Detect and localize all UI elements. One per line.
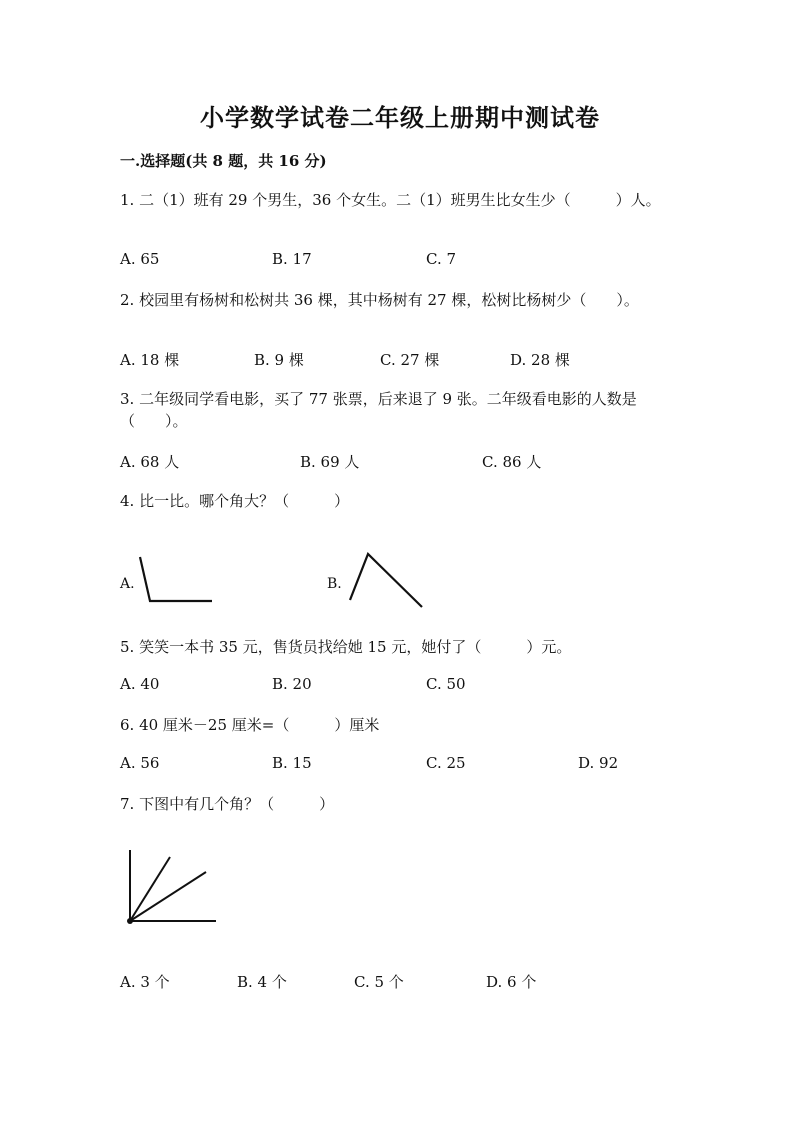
question-3-line-1: 3. 二年级同学看电影，买了 77 张票，后来退了 9 张。二年级看电影的人数是 (120, 390, 637, 408)
question-5-option-c: C. 50 (426, 675, 466, 693)
rays-figure (124, 848, 220, 928)
figure-b-label: B. (327, 576, 342, 592)
question-1-option-b: B. 17 (272, 250, 312, 268)
question-3-option-a: A. 68 人 (120, 453, 180, 471)
angle-figure-b (346, 551, 426, 611)
question-2-option-a: A. 18 棵 (120, 351, 180, 369)
question-2-option-c: C. 27 棵 (380, 351, 440, 369)
question-3-line-2: （ ）。 (120, 412, 188, 430)
section-heading: 一.选择题(共 8 题，共 16 分) (120, 152, 327, 170)
question-7-option-b: B. 4 个 (237, 973, 287, 991)
question-6-option-a: A. 56 (120, 754, 160, 772)
question-5: 5. 笑笑一本书 35 元，售货员找给她 15 元，她付了（ ）元。 (120, 638, 572, 656)
question-6-option-c: C. 25 (426, 754, 466, 772)
question-1-option-a: A. 65 (120, 250, 160, 268)
question-6-option-b: B. 15 (272, 754, 312, 772)
question-7: 7. 下图中有几个角？（ ） (120, 795, 335, 813)
page-title: 小学数学试卷二年级上册期中测试卷 (200, 103, 600, 132)
angle-figure-a (136, 555, 216, 605)
question-2-option-b: B. 9 棵 (254, 351, 304, 369)
question-7-option-a: A. 3 个 (120, 973, 170, 991)
question-3-option-b: B. 69 人 (300, 453, 360, 471)
question-7-option-c: C. 5 个 (354, 973, 404, 991)
question-5-option-b: B. 20 (272, 675, 312, 693)
question-1: 1. 二（1）班有 29 个男生，36 个女生。二（1）班男生比女生少（ ）人。 (120, 191, 661, 209)
question-2: 2. 校园里有杨树和松树共 36 棵，其中杨树有 27 棵，松树比杨树少（ ）。 (120, 291, 639, 309)
question-7-option-d: D. 6 个 (486, 973, 537, 991)
question-5-option-a: A. 40 (120, 675, 160, 693)
question-3-option-c: C. 86 人 (482, 453, 542, 471)
question-4: 4. 比一比。哪个角大？（ ） (120, 492, 350, 510)
question-2-option-d: D. 28 棵 (510, 351, 570, 369)
question-1-option-c: C. 7 (426, 250, 457, 268)
question-6: 6. 40 厘米－25 厘米=（ ）厘米 (120, 716, 380, 734)
figure-a-label: A. (120, 576, 135, 592)
question-6-option-d: D. 92 (578, 754, 619, 772)
